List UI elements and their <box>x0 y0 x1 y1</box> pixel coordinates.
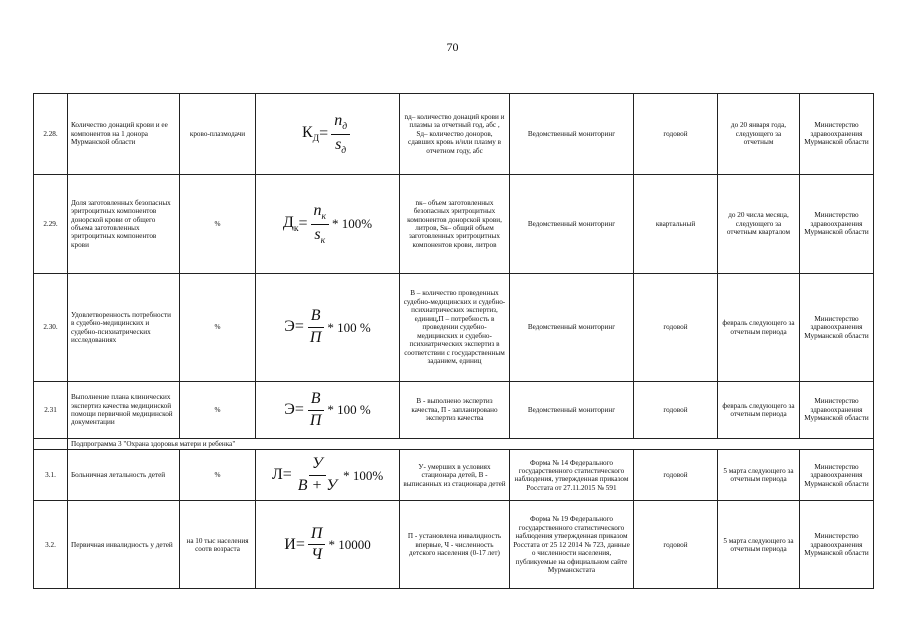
table-row <box>34 175 874 274</box>
responsible-body: Министерство здравоохранения Мурманской области <box>800 450 874 501</box>
indicator-formula <box>256 94 400 175</box>
formula-numerator: У <box>309 455 326 476</box>
formula-equals: = <box>319 124 329 142</box>
formula-numerator: $n_к$ <box>311 202 330 225</box>
formula <box>284 390 371 431</box>
data-source: Ведомственный мониторинг <box>510 382 634 439</box>
formula-equals: = <box>294 400 304 418</box>
responsible-body: Министерство здравоохранения Мурманской области <box>800 94 874 175</box>
formula-multiplier: * 100% <box>343 467 384 483</box>
indicator-unit: % <box>180 450 256 501</box>
indicator-unit: крово-плазмодачи <box>180 94 256 175</box>
responsible-body: Министерство здравоохранения Мурманской области <box>800 175 874 274</box>
indicator-formula <box>256 501 400 589</box>
indicator-formula <box>256 382 400 439</box>
deadline: 5 марта следующего за отчетным периода <box>718 501 800 589</box>
indicator-name: Больничная летальность детей <box>68 450 180 501</box>
periodicity: годовой <box>634 501 718 589</box>
indicator-name: Выполнение плана клинических экспертиз качества медицинской помощи первичной медицинской документации <box>68 382 180 439</box>
formula-multiplier: * 100% <box>332 216 373 232</box>
data-source: Форма № 19 Федерального государственного статистического наблюдения утвержденная приказом Росстата от 25 12 2014 № 723, данные о численности населения, публикуемые на официальном сайте Мурманскстата <box>510 501 634 589</box>
formula-equals: = <box>295 535 305 553</box>
subprogram-num-cell <box>34 439 68 450</box>
indicator-number: 2.30. <box>34 274 68 382</box>
formula-denominator: Ч <box>311 546 323 564</box>
data-source: Ведомственный мониторинг <box>510 94 634 175</box>
indicator-variables: nд– количество донаций крови и плазмы за отчетный год, абс , Sд– количество доноров, сдавших кровь и/или плазму в отчетном году, абс <box>400 94 510 175</box>
indicator-number: 2.31 <box>34 382 68 439</box>
formula-numerator: $n_д$ <box>331 112 350 135</box>
indicators-table <box>33 93 874 589</box>
responsible-body: Министерство здравоохранения Мурманской области <box>800 501 874 589</box>
indicator-name: Удовлетворенность потребности в судебно-медицинских и судебно-психиатрических исследованиях <box>68 274 180 382</box>
indicator-variables: nк– объем заготовленных безопасных эритроцитных компонентов донорской крови, литров, Sк– общий объем заготовленных эритроцитных компонентов крови, литров <box>400 175 510 274</box>
formula-equals: = <box>298 214 308 232</box>
table-row <box>34 450 874 501</box>
responsible-body: Министерство здравоохранения Мурманской области <box>800 382 874 439</box>
indicator-unit: % <box>180 382 256 439</box>
deadline: до 20 числа месяца, следующего за отчетным кварталом <box>718 175 800 274</box>
data-source: Форма № 14 Федерального государственного статистического наблюдения, утвержденная приказом Росстата от 27.11.2015 № 591 <box>510 450 634 501</box>
indicator-formula <box>256 274 400 382</box>
table-row <box>34 501 874 589</box>
responsible-body: Министерство здравоохранения Мурманской области <box>800 274 874 382</box>
periodicity: годовой <box>634 274 718 382</box>
formula-lhs: Э <box>284 318 295 336</box>
deadline: февраль следующего за отчетным периода <box>718 382 800 439</box>
formula-numerator: В <box>308 307 324 328</box>
indicator-name: Доля заготовленных безопасных эритроцитных компонентов донорской крови от общего объема заготовленных эритроцитных компонентов крови <box>68 175 180 274</box>
indicator-number: 3.2. <box>34 501 68 589</box>
periodicity: годовой <box>634 382 718 439</box>
page-number: 70 <box>446 40 459 54</box>
data-source: Ведомственный мониторинг <box>510 175 634 274</box>
formula-lhs: $Д_к$ <box>282 213 299 234</box>
formula-lhs: $К_Д$ <box>301 123 320 144</box>
deadline: февраль следующего за отчетным периода <box>718 274 800 382</box>
formula-multiplier: * 100 % <box>327 402 371 418</box>
formula-multiplier: * 10000 <box>328 537 371 553</box>
formula-fraction <box>295 455 340 496</box>
formula-lhs: Э <box>284 400 295 418</box>
indicator-number: 2.28. <box>34 94 68 175</box>
periodicity: годовой <box>634 94 718 175</box>
formula <box>284 525 370 566</box>
table-row <box>34 274 874 382</box>
indicator-name: Количество донаций крови и ее компонентов на 1 донора Мурманской области <box>68 94 180 175</box>
formula <box>283 202 372 246</box>
deadline: 5 марта следующего за отчетным периода <box>718 450 800 501</box>
formula-numerator: В <box>308 390 324 411</box>
formula-fraction <box>311 202 330 246</box>
data-source: Ведомственный мониторинг <box>510 274 634 382</box>
formula-denominator: П <box>309 411 322 429</box>
formula <box>284 307 371 348</box>
formula-denominator: П <box>309 329 322 346</box>
indicator-variables: В – количество проведенных судебно-медицинских и судебно-психиатрических экспертиз, единиц,П – потребность в проведении судебно-медицинских и судебно-психиатрических экспертиз в соответствии с государственным заданием, единиц <box>400 274 510 382</box>
table-row <box>34 382 874 439</box>
formula-lhs: И <box>284 535 296 553</box>
formula-fraction <box>331 112 350 156</box>
periodicity: годовой <box>634 450 718 501</box>
formula-denominator: В + У <box>297 476 338 494</box>
table-row <box>34 94 874 175</box>
indicator-variables: П - установлена инвалидность впервые, Ч - численность детского населения (0-17 лет) <box>400 501 510 589</box>
formula <box>302 112 353 156</box>
deadline: до 20 января года, следующего за отчетным <box>718 94 800 175</box>
formula-fraction <box>307 307 325 348</box>
formula-denominator: $s_д$ <box>335 135 347 156</box>
periodicity: квартальный <box>634 175 718 274</box>
indicator-unit: на 10 тыс населения соотв возраста <box>180 501 256 589</box>
formula-equals: = <box>294 318 304 336</box>
subprogram-row <box>34 439 874 450</box>
indicator-number: 2.29. <box>34 175 68 274</box>
indicator-formula <box>256 450 400 501</box>
formula <box>272 455 383 496</box>
formula-denominator: $s_к$ <box>314 225 326 246</box>
indicator-name: Первичная инвалидность у детей <box>68 501 180 589</box>
formula-lhs: Л <box>271 466 283 484</box>
formula-equals: = <box>282 466 292 484</box>
indicator-unit: % <box>180 175 256 274</box>
subprogram-title: Подпрограмма 3 "Охрана здоровья матери и ребенка" <box>68 439 874 450</box>
indicator-variables: У- умерших в условиях стационара детей, В - выписанных из стационара детей <box>400 450 510 501</box>
indicator-variables: В - выполнено экспертиз качества, П - запланировано экспертиз качества <box>400 382 510 439</box>
formula-numerator: П <box>308 525 326 546</box>
formula-fraction <box>308 525 326 566</box>
indicator-number: 3.1. <box>34 450 68 501</box>
indicator-unit: % <box>180 274 256 382</box>
formula-multiplier: * 100 % <box>327 319 371 335</box>
indicator-formula <box>256 175 400 274</box>
formula-fraction <box>307 390 325 431</box>
